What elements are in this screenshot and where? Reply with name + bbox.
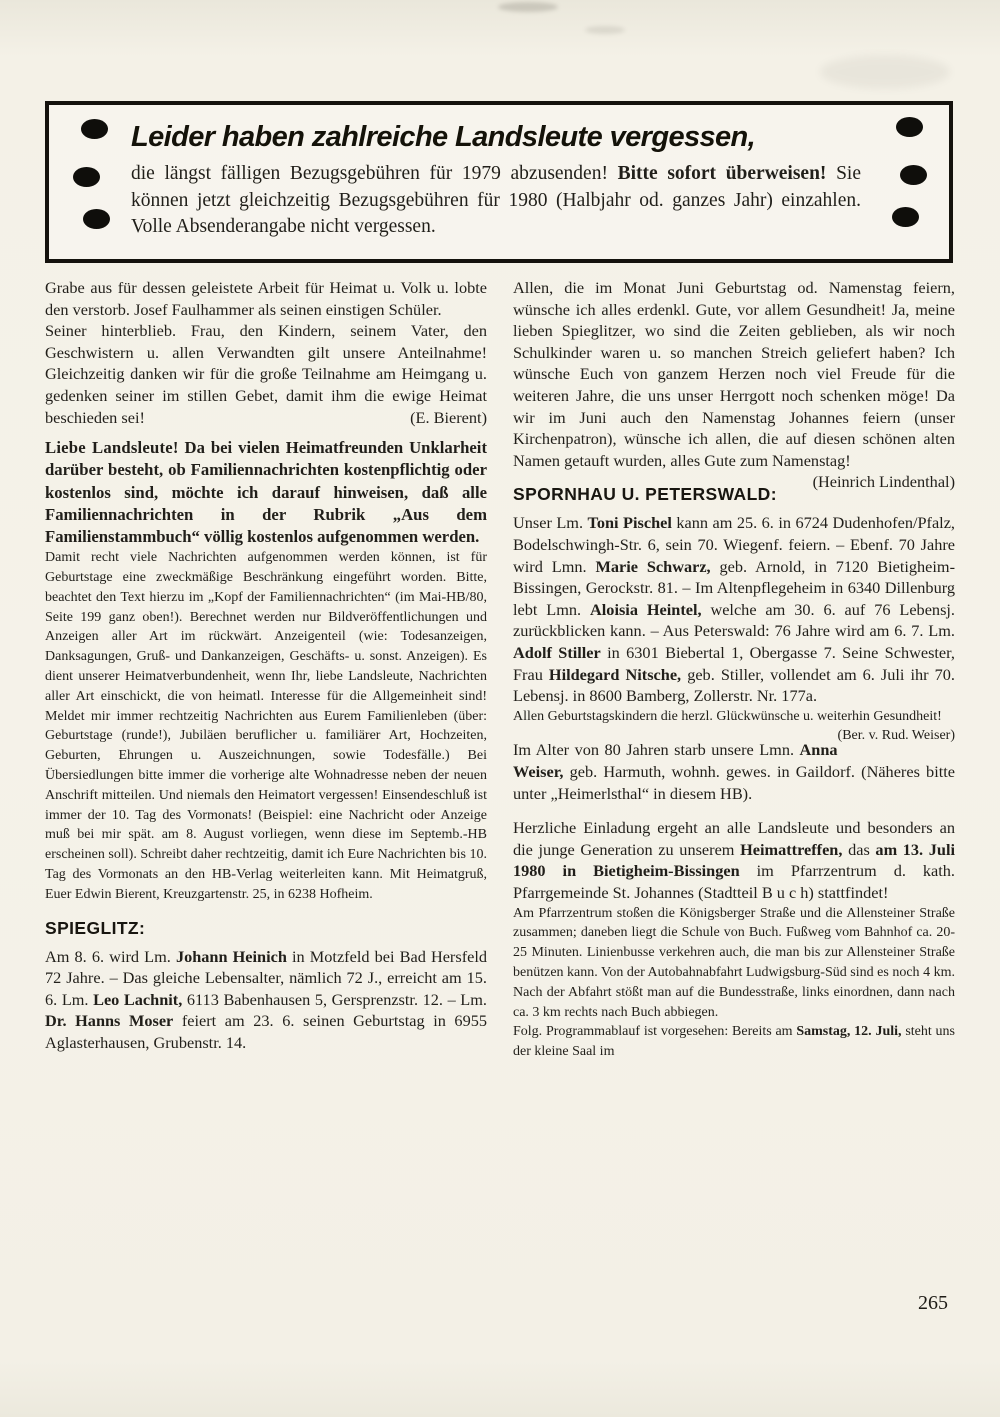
paragraph-text: steht uns der kleine Saal im bbox=[513, 1024, 956, 1060]
two-column-layout bbox=[45, 277, 955, 1062]
person-name: Toni Pischel bbox=[587, 513, 672, 533]
paragraph-anna-weiser bbox=[513, 739, 955, 804]
paragraph-grabe: Grabe aus für dessen geleistete Arbeit für Heimat u. Volk u. lobte den verstorb. Josef Faulhammer als seinen einstigen Schüler. bbox=[45, 278, 487, 319]
paragraph-text: geb. Harmuth, wohnh. gewes. in Gaildorf. (Näheres bitte unter „Heimerlsthal“ in diesem HB). bbox=[513, 762, 955, 803]
paragraph-text: geb. Stiller, vollendet am 6. Juli ihr 70. Lebensj. in 8600 Bamberg, Zollerstr. Nr. 177a. bbox=[513, 664, 955, 706]
ink-dot-icon bbox=[83, 209, 110, 229]
ink-dot-icon bbox=[896, 117, 923, 137]
paragraph-text: Allen, die im Monat Juni Geburtstag od. Namenstag feiern, wünsche ich alles erdenkl. Gute, vor allem Gesundheit! Ja, meine lieben Spieglitzer, wo sind die Zeiten geblieben, als wir noch Schulkinder waren u. so manchen Streich geliefert haben? Ich wünsche Euch von ganzem Herzen noch viel Freude für die weiteren Jahre, die uns unser Herrgott noch schenken möge! Da wir im Juni auch den Namenstag Johannes feiern (unser Kirchenpatron), wünsche ich allen, die auf diesen schönen alten Namen getauft wurden, alles Gute zum Namenstag! bbox=[513, 278, 955, 470]
paragraph-anfahrt: Am Pfarrzentrum stoßen die Königsberger Straße und die Allensteiner Straße zusammen; daneben liegt die Schule von Buch. Fußweg vom Bahnhof ca. 20-25 Minuten. Linienbusse verkehren auch, die man bis zur Allensteiner Straße benützen kann. Von der Autobahnabfahrt Ludwigsburg-Süd sind es noch 4 km. Nach der Abfahrt stößt man auf die Bundesstraße, links einordnen, dann nach ca. 3 km rechts nach Buch abbiegen. bbox=[513, 905, 955, 1020]
heading-spieglitz: SPIEGLITZ: bbox=[45, 917, 146, 938]
paragraph-seiner bbox=[45, 320, 487, 428]
paragraph-spieglitz bbox=[45, 946, 487, 1054]
notice-body-text: Sie können jetzt gleichzeitig Bezugsgebühren für 1980 (Halbjahr od. ganzes Jahr) einzahlen. Volle Absenderangabe nicht vergessen. bbox=[131, 163, 861, 237]
scan-artifact bbox=[820, 55, 950, 89]
person-name: Aloisia Heintel, bbox=[590, 599, 702, 619]
page-number: 265 bbox=[918, 1292, 948, 1314]
paragraph-text: Seiner hinterblieb. Frau, den Kindern, seinem Vater, den Geschwistern u. allen Verwandten gilt unsere Anteilnahme! Gleichzeitig danken wir für die große Teilnahme am Heimgang u. gedenken seiner im stillen Gebet, damit ihm die ewige Heimat beschieden sei! bbox=[45, 321, 487, 427]
person-name: Hildegard Nitsche, bbox=[548, 664, 682, 684]
paragraph-text: Unser Lm. bbox=[513, 513, 588, 533]
paragraph-text: das bbox=[842, 839, 876, 859]
notice-body bbox=[131, 161, 861, 241]
paragraph-text: kann am 25. 6. in 6724 Dudenhofen/Pfalz, Bodelschwingh-Str. 6, sein 70. Wiegenf. feiern. – Ebenf. 70 Jahre wird Lmn. bbox=[513, 513, 956, 576]
paragraph-geburtstagswuensche bbox=[513, 707, 955, 744]
notice-box bbox=[45, 101, 953, 263]
attribution: (E. Bierent) bbox=[410, 407, 487, 427]
paragraph-text: Herzliche Einladung ergeht an alle Landsleute und besonders an die junge Generation zu unserem bbox=[513, 818, 955, 859]
paragraph-text: welche am 30. 6. auf 76 Lebensj. zurückblicken kann. – Aus Peterswald: 76 Jahre wird am 6. 7. Lm. bbox=[513, 599, 955, 641]
scan-artifact bbox=[498, 2, 558, 12]
ink-dot-icon bbox=[73, 167, 100, 187]
paragraph-text: Im Alter von 80 Jahren starb unsere Lmn. bbox=[513, 740, 800, 760]
paragraph-liebe-landsleute bbox=[45, 437, 487, 548]
paragraph-text: Am 8. 6. wird Lm. bbox=[45, 946, 176, 966]
person-name: Marie Schwarz, bbox=[595, 556, 711, 576]
heading-spornhau-peterswald: SPORNHAU U. PETERSWALD: bbox=[513, 484, 777, 505]
person-name: Dr. Hanns Moser bbox=[45, 1011, 174, 1031]
paragraph-text: in Motzfeld bei Bad Hersfeld 72 Jahre. – Das gleiche Lebensalter, nämlich 72 J., erreicht am 15. 6. Lm. bbox=[45, 946, 488, 1009]
paragraph-text: feiert am 23. 6. seinen Geburtstag in 6955 Aglasterhausen, Grubenstr. 14. bbox=[45, 1011, 487, 1052]
paragraph-text: Folg. Programmablauf ist vorgesehen: Bereits am bbox=[513, 1024, 797, 1040]
event-date: Samstag, 12. Juli, bbox=[796, 1024, 902, 1040]
paragraph-hinweise: Damit recht viele Nachrichten aufgenommen werden können, ist für Geburtstage eine zweckmäßige Beschränkung eingeführt worden. Bitte, beachtet den Text hierzu im „Kopf der Familiennachrichten“ (im Mai-HB/80, Seite 199 ganz oben!). Berechnet werden nur Bildveröffentlichungen und Anzeigen aller Art im rückwärt. Anzeigenteil (wie: Todesanzeigen, Danksagungen, Gruß- und Dankanzeigen, Geschäfts- u. sonst. Anzeigen). Es dient unserer Heimatverbundenheit, wenn Ihr, liebe Landsleute, Nachrichten aller Art einschickt, die von heimatl. Interesse für die Allgemeinheit sind! Meldet mir immer rechtzeitig Nachrichten aus Eurem Familienleben (über: Geburtstage (runde!), Jubiläen beruflicher u. familiärer Art, Hochzeiten, Geburten, Ehrungen u. Auszeichnungen, sowie Todesfälle.) Bei Übersiedlungen bitte immer die vorherige alte Wohnadresse neben der neuen Anschrift mitteilen. Und niemals den Heimatort vergessen! Einsendeschluß ist immer der 10. Tag des Vormonats! (Beispiel: eine Nachricht oder Anzeige muß bei mir spät. am 8. August vorliegen, wenn diese im Septemb.-HB erscheinen soll). Schreibt daher rechtzeitig, damit ich Eure Nachrichten bis 10. Tag des Vormonats an den HB-Verlag weiterleiten kann. Mit Heimatgruß, Euer Edwin Bierent, Kreuzgartenstr. 25, in 6238 Hofheim. bbox=[45, 550, 487, 902]
attribution: (Ber. v. Rud. Weiser) bbox=[837, 728, 955, 744]
event-name: Heimattreffen, bbox=[740, 839, 843, 859]
paragraph-text: Da bei vielen Heimatfreunden Unklarheit darüber besteht, ob Familiennachrichten kostenpflichtig oder kostenlos sind, möchte ich darauf hinweisen, daß alle Familiennachrichten in der Rubrik „Aus dem Familienstammbuch“ völlig kostenlos aufgenommen werden. bbox=[45, 438, 487, 546]
notice-body-bold-text: Bitte sofort überweisen! bbox=[617, 163, 827, 184]
paragraph-spornhau bbox=[513, 512, 955, 706]
paragraph-einladung bbox=[513, 817, 955, 903]
ink-dot-icon bbox=[81, 119, 108, 139]
person-name: Johann Heinich bbox=[175, 946, 287, 966]
person-name: Leo Lachnit, bbox=[93, 989, 183, 1009]
paragraph-text: Allen Geburtstagskindern die herzl. Glückwünsche u. weiterhin Gesundheit! bbox=[513, 708, 942, 724]
person-name: Anna Weiser, bbox=[513, 740, 838, 782]
paragraph-text: geb. Arnold, in 7120 Bietigheim-Bissingen, Gerockstr. 81. – Im Altenpflegeheim in 6340 Dillenburg lebt Lmn. bbox=[513, 556, 956, 619]
scan-artifact bbox=[585, 26, 625, 34]
person-name: Adolf Stiller bbox=[513, 642, 601, 662]
paragraph-programm bbox=[513, 1022, 955, 1062]
attribution: (Heinrich Lindenthal) bbox=[812, 472, 955, 492]
ink-dot-icon bbox=[900, 165, 927, 185]
right-column bbox=[513, 277, 955, 1062]
paragraph-text: in 6301 Biebertal 1, Obergasse 7. Seine Schwester, Frau bbox=[513, 642, 956, 684]
notice-body-text: die längst fälligen Bezugsgebühren für 1979 abzusenden! bbox=[131, 163, 618, 184]
event-date: am 13. Juli 1980 in Bietigheim-Bissingen bbox=[513, 839, 955, 881]
paragraph-lead: Liebe Landsleute! bbox=[45, 438, 179, 458]
ink-dot-icon bbox=[892, 207, 919, 227]
paragraph-text: 6113 Babenhausen 5, Gersprenzstr. 12. – Lm. bbox=[182, 989, 487, 1009]
paragraph-text: im Pfarrzentrum d. kath. Pfarrgemeinde St. Johannes (Stadtteil B u c h) stattfindet! bbox=[513, 861, 955, 903]
paragraph-juni-glueckwuensche bbox=[513, 277, 955, 492]
left-column bbox=[45, 277, 487, 1062]
notice-title: Leider haben zahlreiche Landsleute vergessen, bbox=[131, 121, 756, 153]
